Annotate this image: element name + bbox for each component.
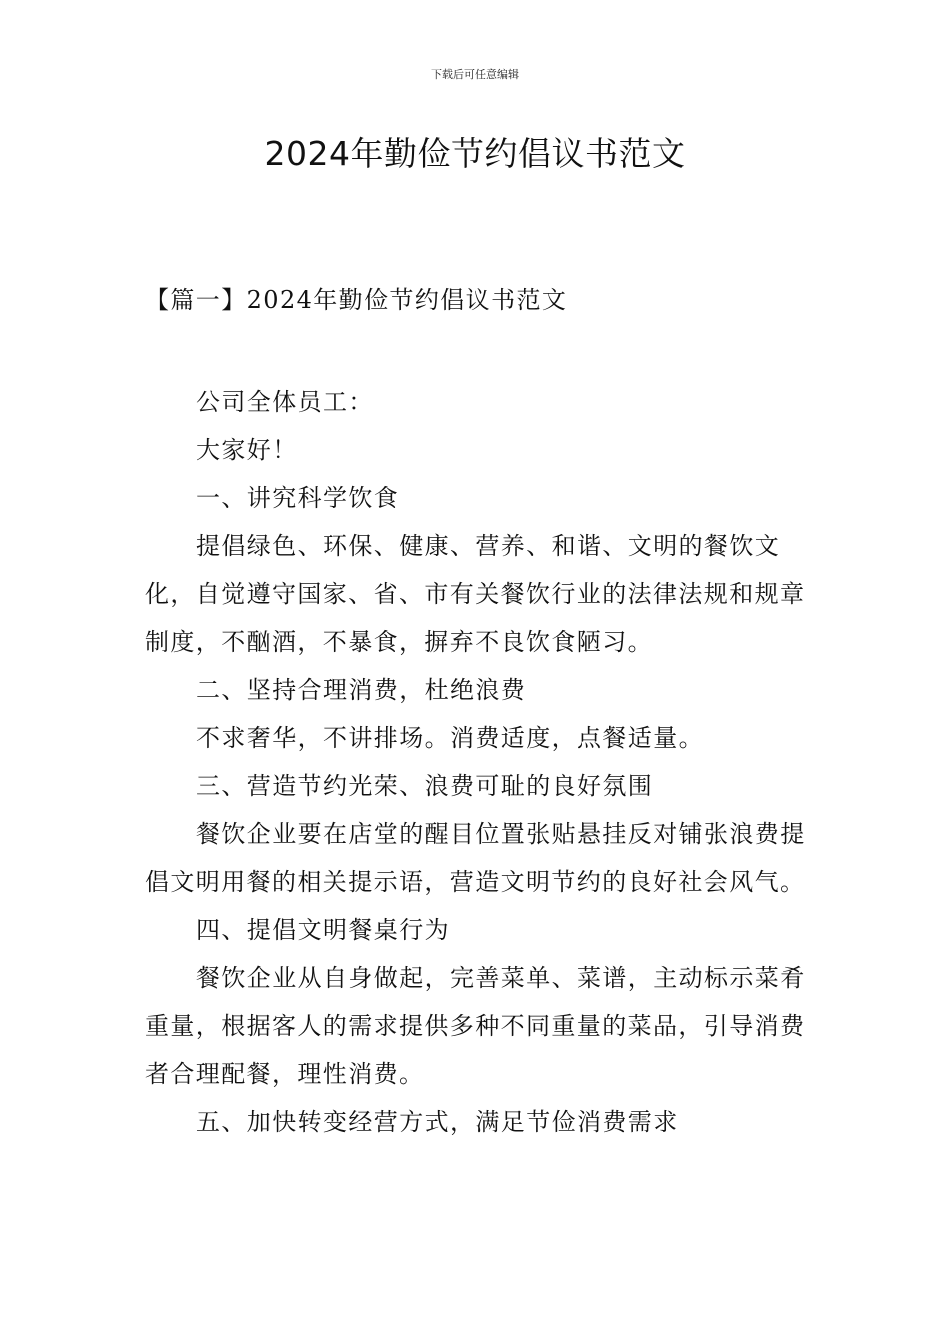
point-body-1: 提倡绿色、环保、健康、营养、和谐、文明的餐饮文化，自觉遵守国家、省、市有关餐饮行业的法律法规和规章制度，不酗酒，不暴食，摒弃不良饮食陋习。 bbox=[145, 532, 806, 656]
point-heading-4: 四、提倡文明餐桌行为 bbox=[196, 916, 450, 944]
point-body-2: 不求奢华，不讲排场。消费适度，点餐适量。 bbox=[196, 724, 704, 752]
point-heading-3: 三、营造节约光荣、浪费可耻的良好氛围 bbox=[196, 772, 654, 800]
point-heading-2: 二、坚持合理消费，杜绝浪费 bbox=[196, 676, 527, 704]
section-heading: 【篇一】2024年勤俭节约倡议书范文 bbox=[145, 286, 568, 314]
header-note: 下载后可任意编辑 bbox=[431, 68, 519, 81]
point-body-3: 餐饮企业要在店堂的醒目位置张贴悬挂反对铺张浪费提倡文明用餐的相关提示语，营造文明节约的良好社会风气。 bbox=[145, 820, 806, 896]
salutation: 公司全体员工： bbox=[196, 388, 374, 416]
point-body-4: 餐饮企业从自身做起，完善菜单、菜谱，主动标示菜肴重量，根据客人的需求提供多种不同重量的菜品，引导消费者合理配餐，理性消费。 bbox=[145, 964, 806, 1088]
point-heading-5: 五、加快转变经营方式，满足节俭消费需求 bbox=[196, 1108, 679, 1136]
document-body bbox=[145, 378, 807, 1146]
greeting: 大家好！ bbox=[196, 436, 298, 464]
document-title: 2024年勤俭节约倡议书范文 bbox=[264, 134, 686, 173]
point-heading-1: 一、讲究科学饮食 bbox=[196, 484, 400, 512]
